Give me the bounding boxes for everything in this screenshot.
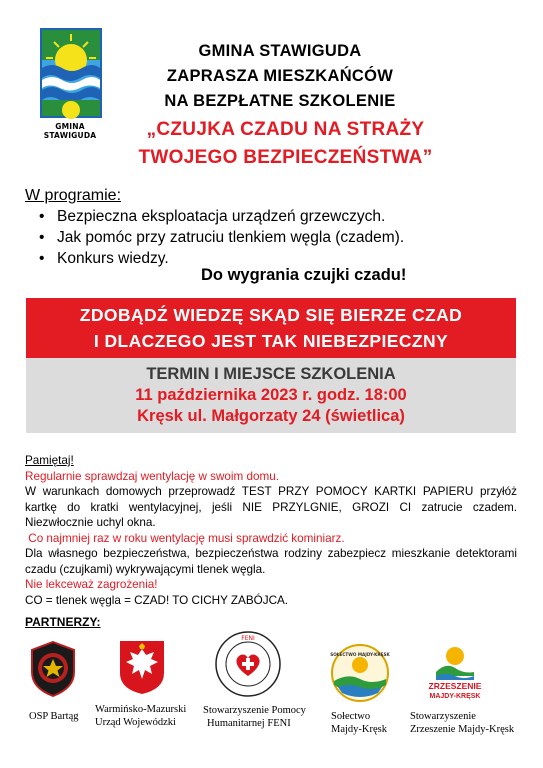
zrzeszenie-logo [422, 640, 488, 702]
reminder-warning: Nie lekceważ zagrożenia! [25, 578, 158, 591]
gmina-crest-icon [40, 28, 102, 132]
partner-osp-name: OSP Bartąg [29, 711, 79, 722]
banner-line-2: I DLACZEGO JEST TAK NIEBEZPIECZNY [93, 331, 449, 351]
partner-solectwo-name-l2: Majdy-Kręsk [331, 724, 387, 735]
solectwo-logo [330, 643, 390, 703]
program-item [39, 206, 404, 227]
header-line-2: ZAPRASZA MIESZKAŃCÓW [166, 67, 394, 85]
feni-logo-text: FENI [241, 635, 255, 642]
reminder-section [25, 453, 517, 608]
banner-line-1: ZDOBĄDŹ WIEDZĘ SKĄD SIĘ BIERZE CZAD [79, 305, 463, 325]
event-place: Kręsk ul. Małgorzaty 24 (świetlica) [137, 407, 405, 425]
reminder-heading: Pamiętaj! [25, 454, 74, 467]
prize-text: Do wygrania czujki czadu! [201, 266, 407, 284]
zrzeszenie-logo-text-1: ZRZESZENIE [428, 681, 482, 691]
osp-emblem-icon [28, 640, 78, 698]
bullet-icon: • [39, 229, 45, 246]
header-line-1: GMINA STAWIGUDA [198, 42, 362, 60]
solectwo-logo-text: SOŁECTWO MAJDY-KRĘSK [330, 652, 390, 657]
program-list [39, 206, 404, 269]
gmina-logo [40, 28, 102, 132]
bullet-icon: • [39, 250, 45, 267]
program-item [39, 227, 404, 248]
partner-uw-name-l1: Warmińsko-Mazurski [95, 704, 187, 715]
bullet-icon: • [39, 208, 45, 225]
feni-emblem-icon [214, 630, 282, 698]
reminder-ventilation: Regularnie sprawdzaj wentylację w swoim domu. [25, 469, 279, 483]
solectwo-emblem-icon [330, 643, 390, 703]
partner-feni-name-l2: Humanitarnej FENI [207, 718, 291, 729]
partner-feni-name-l1: Stowarzyszenie Pomocy [203, 705, 306, 716]
partners-heading: PARTNERZY: [25, 615, 101, 629]
zrzeszenie-logo-text-2: MAJDY-KRĘSK [429, 693, 481, 700]
knowledge-banner [26, 298, 516, 358]
event-date: 11 października 2023 r. godz. 18:00 [135, 386, 407, 404]
gmina-logo-caption: GMINA STAWIGUDA [43, 122, 97, 140]
training-title-line-2: TWOJEGO BEZPIECZEŃSTWA” [138, 147, 433, 168]
osp-bartag-logo [28, 640, 78, 698]
program-item-text: Bezpieczna eksploatacja urządzeń grzewczych. [57, 208, 386, 225]
partner-uw-name-l2: Urząd Wojewódzki [95, 717, 176, 728]
reminder-chimney-sweep: Co najmniej raz w roku wentylację musi sprawdzić kominiarz. [25, 531, 345, 545]
partner-zrzeszenie-name-l2: Zrzeszenie Majdy-Kręsk [410, 724, 515, 735]
reminder-co-definition: CO = tlenek węgla = CZAD! TO CICHY ZABÓJCA. [25, 593, 289, 607]
urzad-wojewodzki-logo [118, 639, 166, 695]
reminder-paper-test: W warunkach domowych przeprowadź TEST PRZY POMOCY KARTKI PAPIERU przyłóż kartkę do kratki wentylacyjnej, jeśli NIE PRZYLGNIE, GROZI CI zatrucie czadem. Niezwłocznie uchyl okna. [25, 485, 517, 529]
header-line-3: NA BEZPŁATNE SZKOLENIE [164, 92, 396, 110]
zrzeszenie-emblem-icon [422, 640, 488, 702]
partner-zrzeszenie-name-l1: Stowarzyszenie [410, 711, 476, 722]
event-heading: TERMIN I MIEJSCE SZKOLENIA [146, 365, 396, 383]
program-item-text: Konkurs wiedzy. [57, 250, 169, 267]
program-heading: W programie: [25, 187, 122, 204]
feni-logo [214, 630, 282, 698]
event-info-box [26, 358, 516, 433]
reminder-detectors: Dla własnego bezpieczeństwa, bezpieczeństwa rodziny zabezpiecz mieszkanie detektorami czadu (czujkami) wykrywającymi tlenek węgla. [25, 547, 517, 576]
partner-solectwo-name-l1: Sołectwo [331, 711, 371, 722]
training-title-line-1: „CZUJKA CZADU NA STRAŻY [146, 119, 425, 140]
white-eagle-emblem-icon [118, 639, 166, 695]
program-item-text: Jak pomóc przy zatruciu tlenkiem węgla (czadem). [57, 229, 405, 246]
